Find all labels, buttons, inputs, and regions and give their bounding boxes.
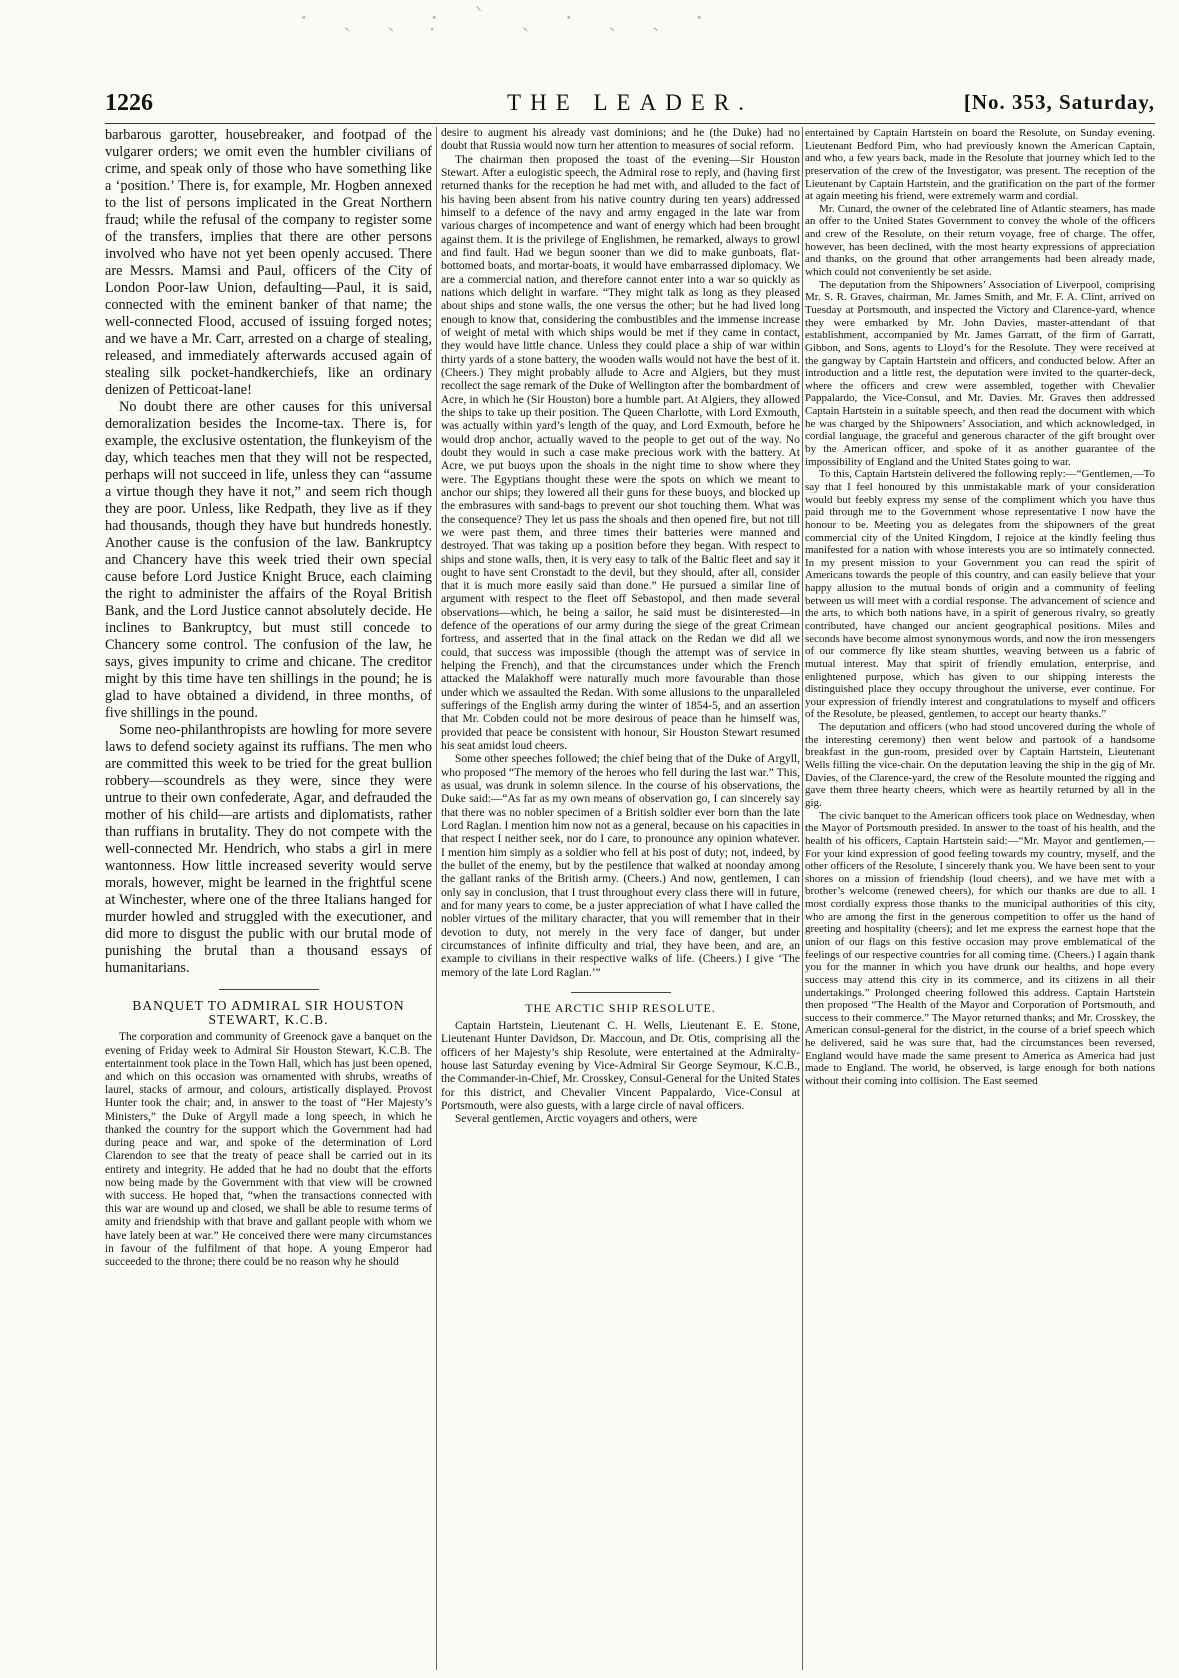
article-paragraph: To this, Captain Hartstein delivered the following reply:—“Gentlemen,—To say that I feel honoured by this unmistakable mark of your consideration would but feebly express my sense of the compliment which you have thus paid through me to the Government whose representative I now have the honour to be. Meeting you as delegates from the shipowners of the great commercial city of the United Kingdom, I rejoice at the kindly feeling thus manifested for a nation with whose interests you are so intimately connected. In my present mission to your Government you can read the spirit of Americans towards the people of this country, and can easily believe that your happy allusion to the mutual bonds of origin and a community of feeling between us will meet with a cordial response. The advancement of science and the arts, to which both nations have, in a spirit of generous rivalry, so greatly contributed, have changed our ancient geographical positions. Miles and seconds have become almost synonymous words, and now the iron messengers of our commerce fly like steam shuttles, weaving between us a fabric of mutual interest. May that spirit of friendly emulation, enterprise, and enlightened purpose, which has given to our shipping interests the distinguished place they occupy throughout the universe, ever continue. For your expression of friendly interest and congratulations to myself and officers of the Resolute, be pleased, gentlemen, to accept our hearty thanks.” (805, 468, 1155, 721)
banquet-paragraph: The corporation and community of Greenock gave a banquet on the evening of Friday week to Admiral Sir Houston Stewart, K.C.B. The entertainment took place in the Town Hall, which has just been opened, and which on this occasion was ornamented with shrubs, wreaths of laurel, stacks of armour, and colours, artistically displayed. Provost Hunter took the chair; and, in answer to the toast of “Her Majesty’s Ministers,” the Duke of Argyll made a long speech, in which he thanked the country for the support which the Government had had during peace and war, and spoke of the determination of Lord Clarendon to see that the treaty of peace shall be carried out in its entirety and integrity. He added that he had no doubt that the efforts now being made by the Government with that view will be crowned with success. He hoped that, “when the transactions connected with this war are wound up and closed, we shall be able to resume terms of amity and friendship with that brave and gallant people with whom we have lately been at war.” He conceived there were many circumstances in favour of the fulfilment of that hope. A young Emperor had succeeded to the throne; there could be no reason why he should (105, 1031, 432, 1269)
column-divider (802, 127, 803, 1670)
arctic-paragraph: Several gentlemen, Arctic voyagers and others, were (455, 1113, 698, 1126)
page-edge-bleed: · ˎ ˏ ·̣ ˋ ˏ · ˎ ˏ · (300, 4, 718, 32)
article-paragraph: desire to augment his already vast dominions; and he (the Duke) had no doubt that Russia would now turn her attention to measures of social reform. (441, 127, 800, 153)
section-separator (571, 992, 671, 993)
article-paragraph: entertained by Captain Hartstein on board the Resolute, on Sunday evening. Lieutenant Bedford Pim, who had previously known the American Captain, and who, a few years back, made in the Resolute that journey which led to the preservation of the crew of the Investigator, was present. The reception of the Lieutenant by Captain Hartstein, and the gratification on the part of the former at again meeting his friend, were extremely warm and cordial. (805, 127, 1155, 203)
column-divider (436, 127, 437, 1670)
article-paragraph: The chairman then proposed the toast of the evening—Sir Houston Stewart. After a eulogistic speech, the Admiral rose to reply, and (having first returned thanks for the reception he had met with, and alluded to the fact of his having been absent from his native country during ten years) addressed himself to a defence of the navy and army engaged in the late war from various charges of incompetence and want of energy which had been brought against them. It is the privilege of Englishmen, he remarked, always to growl and find fault. Had we begun sooner than we did to make gunboats, flat-bottomed boats, and mortar-boats, it would have embarrassed diplomacy. We are a commercial nation, and therefore cannot enter into a war so quickly as nations which delight in warfare. “They might talk as long as they pleased about ships and stone walls, the one versus the other; but he had lived long enough to know that, considering the combustibles and the immense increase of weight of metal with which ships would be met if they came in contact, they would have little chance. Unless they could place a ship of war within thirty yards of a stone battery, the wooden walls would not have the best of it. (Cheers.) They might probably allude to Acre and Algiers, but they must recollect the sage remark of the Duke of Wellington after the bombardment of Acre, in which he (Sir Houston) bore a humble part. At Algiers, they allowed the ships to take up their position. The Queen Charlotte, with Lord Exmouth, was actually within yard’s length of the quay, and Lord Exmouth, before he would drop anchor, actually waved to the people to get out of the way. No doubt they would in such a case make precious work with the battery. At Acre, we put buoys upon the shoals in the night time to show where they were. The Egyptians thought these were the spots on which we meant to anchor our ships; they lowered all their guns for these buoys, and blocked up the embrasures with sand-bags to prevent our shot touching them. What was the consequence? They let us pass the shoals and then opened fire, but not till we were past them, and three times their batteries were manned and destroyed. That was taking up a position before they began. With respect to ships and stone walls, then, it is very easy to talk of the Baltic fleet and say it ought to have sent Cronstadt to the devil, but they should, after all, consider that it is much more easily said than done.” He pursued a similar line of argument with respect to the fleet off Sebastopol, and then made several observations—which, he being a sailor, he said must be disinterested—in defence of the operations of our army during the siege of the great Crimean fortress, and asserted that in the final attack on the Redan we did all we could, that success was impossible (though the attempt was of service in helping the French), and that the circumstances under which the French attacked the Malakhoff were naturally much more favourable than those under which we assaulted the Redan. With some allusions to the unparalleled sufferings of the English army during the winter of 1854-5, and an assertion that Mr. Cobden could not be more desirous of peace than he himself was, provided that peace be consistent with honour, Sir Houston Stewart resumed his seat amidst loud cheers. (441, 153, 800, 753)
header-rule (105, 123, 1155, 124)
page-header (105, 90, 1155, 120)
banquet-heading: BANQUET TO ADMIRAL SIR HOUSTON STEWART, K.C.B. (132, 998, 405, 1028)
article-paragraph: Mr. Cunard, the owner of the celebrated line of Atlantic steamers, has made an offer to the United States Government to convey the whole of the officers and crew of the Resolute, on their return voyage, free of charge. The offer, however, has been declined, with the most hearty expressions of appreciation and thanks, on the ground that other arrangements had been already made, which could not conveniently be set aside. (805, 202, 1155, 279)
page-number: 1226 (105, 90, 153, 116)
article-paragraph: The deputation and officers (who had stood uncovered during the whole of the interesting ceremony) then went below and partook of a handsome breakfast in the gun-room, presided over by Captain Hartstein, Lieutenant Wells filling the vice-chair. On the deputation leaving the ship in the gig of Mr. Davies, of the Clarence-yard, the crew of the Resolute mounted the rigging and gave them three hearty cheers, which were as heartily returned by all in the gig. (805, 721, 1155, 809)
column-left (105, 127, 432, 1670)
masthead-title: THE LEADER. (507, 90, 753, 115)
article-paragraph: barbarous garotter, housebreaker, and footpad of the vulgarer orders; we omit even the humbler civilians of crime, and speak only of those who have something like a ‘position.’ There is, for example, Mr. Hogben annexed to the list of persons implicated in the Great Northern fraud; while the refusal of the company to register some of the transfers, implies that there are other persons involved who have not yet been openly accused. There are Messrs. Mamsi and Paul, officers of the City of London Poor-law Union, defaulting—Paul, it is said, connected with the eminent banker of that name; the well-connected Flood, accused of issuing forged notes; and we have a Mr. Carr, arrested on a charge of stealing, released, and immediately afterwards accused again of stealing silk pocket-handkerchiefs, like an ordinary denizen of Petticoat-lane! (105, 127, 432, 398)
arctic-paragraph: Captain Hartstein, Lieutenant C. H. Wells, Lieutenant E. E. Stone, Lieutenant Hunter Davidson, Dr. Maccoun, and Dr. Otis, comprising all the officers of her Majesty’s ship Resolute, were entertained at the Admiralty-house last Saturday evening by Vice-Admiral Sir George Seymour, K.C.B., the Commander-in-Chief, Mr. Crosskey, Consul-General for the United States for this district, and Chevalier Vincent Pappalardo, Vice-Consul at Portsmouth, were also guests, with a large circle of naval officers. (441, 1019, 800, 1112)
column-right (805, 127, 1155, 1670)
article-paragraph: The deputation from the Shipowners’ Association of Liverpool, comprising Mr. S. R. Graves, chairman, Mr. James Smith, and Mr. F. A. Clint, arrived on Tuesday at Portsmouth, and inspected the Victory and Clarence-yard, whence they were embarked by Mr. John Davies, master-attendant of that establishment, accompanied by Mr. James Garratt, of the firm of Garratt, Gibbon, and Sons, agents to Lloyd’s for the Resolute. They were received at the gangway by Captain Hartstein and officers, and conducted below. After an introduction and a little rest, the deputation were invited to the quarter-deck, where the officers and crew were assembled, together with Chevalier Pappalardo, the Vice-Consul, and Mr. Davies. Mr. Graves then addressed Captain Hartstein in a suitable speech, and then read the document with which he was charged by the Shipowners’ Association, and which acknowledged, in cordial language, the graceful and generous character of the gift brought over by the American officer, and spoke of it as another guarantee of the impossibility of England and the United States going to war. (805, 278, 1155, 468)
article-paragraph: The civic banquet to the American officers took place on Wednesday, when the Mayor of Portsmouth presided. In answer to the toast of his health, and the health of his officers, Captain Hartstein said:—“Mr. Mayor and gentlemen,—For your kind expression of good feeling towards my country, myself, and the other officers of the Resolute, I sincerely thank you. We have been sent to your shores on a mission of friendship (loud cheers), and we have met with a brother’s welcome (renewed cheers), for which our thanks are due to all. I most cordially express those thanks to the municipal authorities of this city, who are among the first in the generous competition to offer us the hand of greeting and hospitality (cheers); and let me express the earnest hope that the union of our flags on this festive occasion may prove emblematical of the feelings of our respective countries for all coming time. (Cheers.) I again thank you for the manner in which you have drunk our healths, and hope every success may attend this city in its commerce, and its citizens in all their undertakings.” Prolonged cheering followed this address. Captain Hartstein then proposed “The Health of the Mayor and Corporation of Portsmouth, and success to their commerce.” The Mayor returned thanks; and Mr. Crosskey, the American consul-general for the district, in the course of a brief speech which he delivered, said he was sure that, had the circumstances been reversed, England would have made the same present to America as America had just made to England. The world, he observed, is large enough for both nations without their coming into collision. The East seemed (805, 809, 1155, 1088)
section-separator (219, 989, 319, 990)
issue-label: [No. 353, Saturday, (963, 90, 1155, 114)
arctic-heading: THE ARCTIC SHIP RESOLUTE. (525, 1001, 716, 1015)
article-paragraph: No doubt there are other causes for this universal demoralization besides the Income-tax. There is, for example, the exclusive ostentation, the flunkeyism of the day, which teaches men that they will not be respected, perhaps will not succeed in life, unless they can “assume a virtue though they have it not,” and seem rich though they are poor. Unless, like Redpath, they live as if they had thousands, though they have but hundreds honestly. Another cause is the confusion of the law. Bankruptcy and Chancery have this week tried their own special cause before Lord Justice Knight Bruce, each claiming the right to administer the affairs of the Royal British Bank, and the Lord Justice cannot absolutely decide. He inclines to Bankruptcy, but must still concede to Chancery some control. The confusion of the law, he says, gives impunity to crime and chicane. The creditor might by this time have ten shillings in the pound; he is glad to have obtained a dividend, in three months, of five shillings in the pound. (105, 399, 432, 721)
article-paragraph: Some neo-philanthropists are howling for more severe laws to defend society against its ruffians. The men who are committed this week to be tried for the great bullion robbery—scoundrels as they were, since they were untrue to their own confederate, Agar, and defrauded the mother of his child—are artists and diplomatists, rather than ruffians in brutality. They do not compete with the well-connected Mr. Hendrich, who stabs a girl in mere wantonness. How little increased severity would serve morals, however, might be learned in the frightful scene at Winchester, where one of the three Italians hanged for murder howled and struggled with the executioner, and did more to disgust the public with our brutal mode of punishing the brutal than a thousand essays of humanitarians. (105, 722, 432, 976)
column-middle (441, 127, 800, 1670)
article-paragraph: Some other speeches followed; the chief being that of the Duke of Argyll, who proposed “The memory of the heroes who fell during the last war.” This, as usual, was drunk in solemn silence. In the course of his observations, the Duke said:—“As far as my own means of observation go, I can sincerely say that there was no nobler specimen of a British soldier ever born than the late Lord Raglan. I mention him now not as a general, because on his capacities in that respect I neither seek, nor do I care, to pronounce any opinion whatever. I mention him simply as a soldier who fell at his post of duty; not, indeed, by the bullet of the enemy, but by the pestilence that walked at noonday among the gallant ranks of the British army. (Cheers.) And now, gentlemen, I can only say in conclusion, that I trust throughout every class there will in future, and for many years to come, be a juster appreciation of what I have called the nobler virtues of the military character, that you will remember that in their devotion to duty, not merely in the very face of danger, but under circumstances of infinite difficulty and trial, they have been, and are, an example to civilians in their respective walks of life. (Cheers.) I give ‘The memory of the late Lord Raglan.’” (441, 753, 800, 979)
